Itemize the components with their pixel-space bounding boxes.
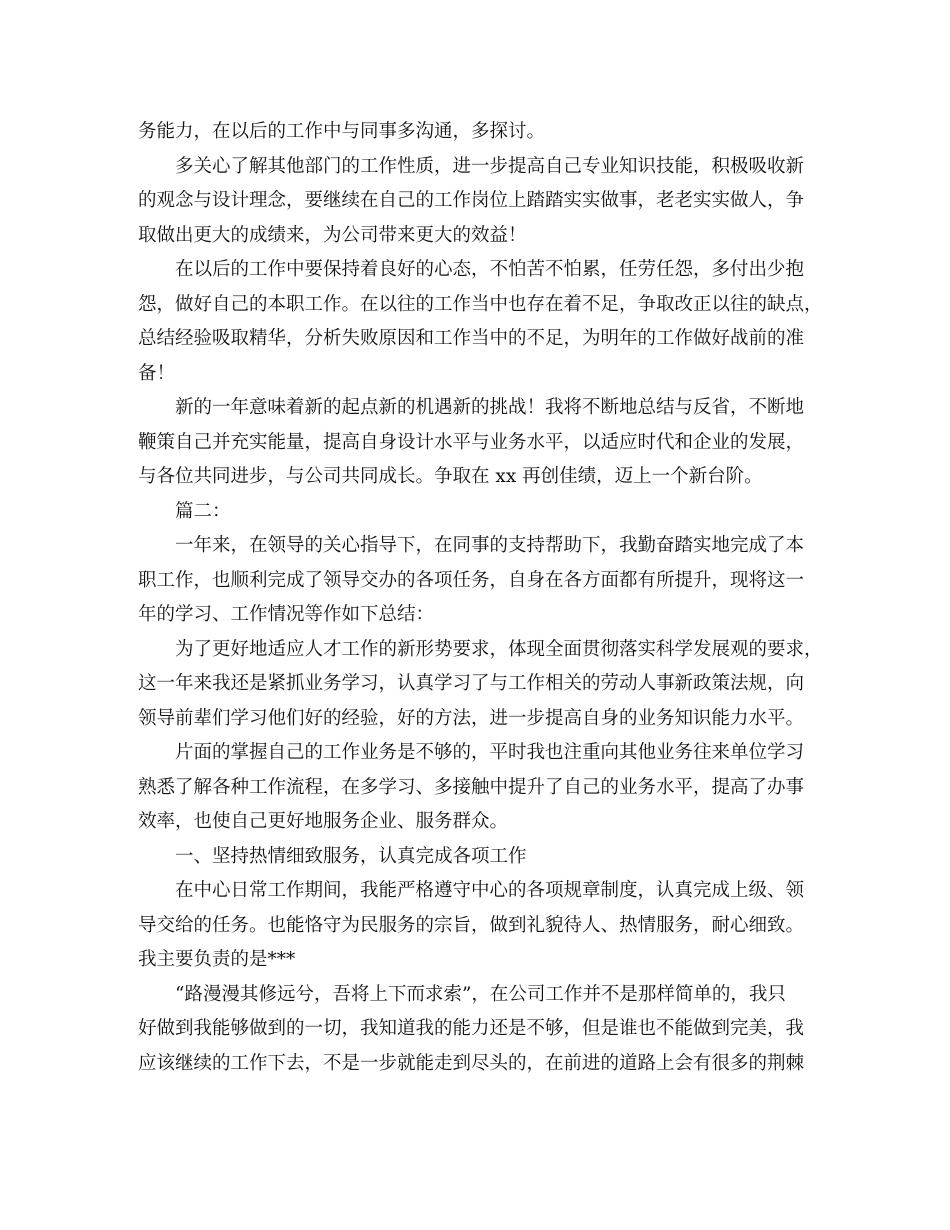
text-line: 导交给的任务。也能恪守为民服务的宗旨，做到礼貌待人、热情服务，耐心细致。: [138, 914, 805, 936]
paragraph-start-line: 新的一年意味着新的起点新的机遇新的挑战！我将不断地总结与反省，不断地: [175, 397, 805, 418]
text-line: 这一年来我还是紧抓业务学习，认真学习了与工作相关的劳动人事新政策法规，向: [138, 673, 805, 694]
section-heading: 篇二：: [175, 500, 231, 522]
text-line: 领导前辈们学习他们好的经验，好的方法，进一步提高自身的业务知识能力水平。: [138, 707, 805, 729]
text-line: 年的学习、工作情况等作如下总结：: [138, 604, 435, 625]
text-line: 备！: [138, 362, 176, 384]
text-line: 熟悉了解各种工作流程，在多学习、多接触中提升了自己的业务水平，提高了办事: [138, 776, 805, 798]
text-line: 总结经验吸取精华，分析失败原因和工作当中的不足，为明年的工作做好战前的准: [138, 328, 805, 349]
text-line: 应该继续的工作下去，不是一步就能走到尽头的，在前进的道路上会有很多的荆棘: [138, 1052, 805, 1074]
document-body: [138, 115, 823, 1081]
text-line: 务能力，在以后的工作中与同事多沟通，多探讨。: [138, 121, 546, 142]
text-line: 我主要负责的是***: [138, 949, 296, 970]
text-line: 职工作，也顺利完成了领导交办的各项任务，自身在各方面都有所提升，现将这一: [138, 569, 805, 591]
paragraph-start-line: 多关心了解其他部门的工作性质，进一步提高自己专业知识技能，积极吸收新: [175, 155, 805, 177]
paragraph-start-line: 片面的掌握自己的工作业务是不够的，平时我也注重向其他业务往来单位学习: [175, 742, 805, 763]
text-line: 与各位共同进步，与公司共同成长。争取在 xx 再创佳绩，迈上一个新台阶。: [138, 466, 763, 487]
paragraph-start-line: 一年来，在领导的关心指导下，在同事的支持帮助下，我勤奋踏实地完成了本: [175, 535, 805, 556]
text-line: 鞭策自己并充实能量，提高自身设计水平与业务水平，以适应时代和企业的发展，: [138, 431, 805, 453]
paragraph-start-line: 在以后的工作中要保持着良好的心态，不怕苦不怕累，任劳任怨，多付出少抱: [175, 259, 805, 280]
paragraph-start-line: 在中心日常工作期间，我能严格遵守中心的各项规章制度，认真完成上级、领: [175, 880, 805, 901]
paragraph-start-line: 为了更好地适应人才工作的新形势要求，体现全面贯彻落实科学发展观的要求，: [175, 638, 823, 660]
text-line: 效率，也使自己更好地服务企业、服务群众。: [138, 811, 509, 832]
paragraph-start-line: “路漫漫其修远兮，吾将上下而求索”，在公司工作并不是那样简单的，我只: [175, 983, 786, 1005]
subsection-heading: 一、坚持热情细致服务，认真完成各项工作: [175, 845, 527, 867]
text-line: 怨，做好自己的本职工作。在以往的工作当中也存在着不足，争取改正以往的缺点，: [138, 293, 823, 315]
text-line: 的观念与设计理念，要继续在自己的工作岗位上踏踏实实做事，老老实实做人，争: [138, 190, 805, 211]
text-line: 取做出更大的成绩来，为公司带来更大的效益！: [138, 224, 527, 246]
text-line: 好做到我能够做到的一切，我知道我的能力还是不够，但是谁也不能做到完美，我: [138, 1018, 805, 1039]
